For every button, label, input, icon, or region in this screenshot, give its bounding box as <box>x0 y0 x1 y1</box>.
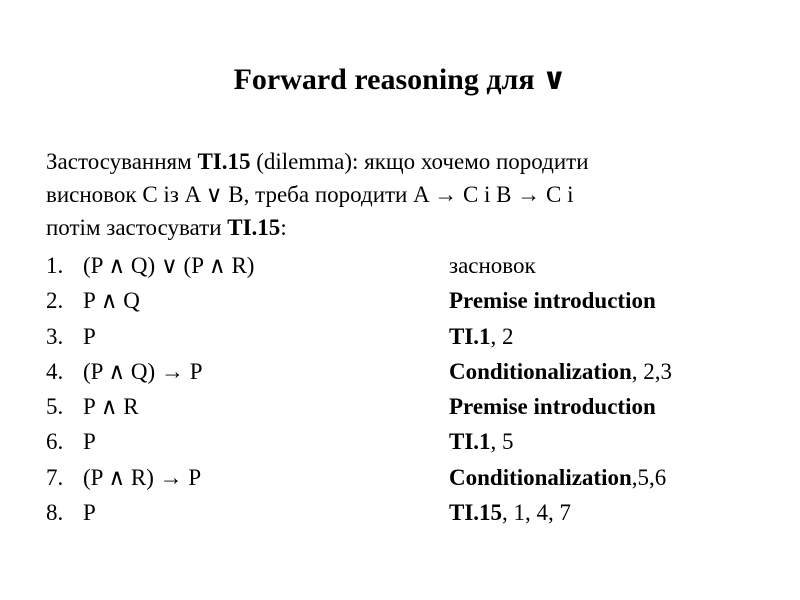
step-2-justification-run-1: Premise introduction <box>449 288 656 314</box>
step-number: 7. <box>46 464 64 490</box>
step-justification <box>449 424 514 459</box>
step-formula: P <box>83 429 96 455</box>
step-justification <box>449 354 672 389</box>
step-8-justification-run-1: TI.15 <box>449 500 503 526</box>
step-number: 2. <box>46 288 64 314</box>
intro-line-3-run-1: потім застосувати <box>46 215 228 240</box>
intro-line-1-run-2: TI.15 <box>197 149 251 174</box>
proof-step <box>46 248 766 283</box>
step-7-justification-run-1: Conditionalization <box>449 464 632 490</box>
proof-step <box>46 319 766 354</box>
step-4-justification-run-2: , 2,3 <box>631 358 673 384</box>
intro-paragraph <box>46 145 766 244</box>
step-justification <box>449 389 656 424</box>
step-number: 4. <box>46 358 64 384</box>
step-formula: P <box>83 500 96 526</box>
intro-line-2-run-1: висновок C із A ∨ B, треба породити A → C і B → C і <box>46 182 574 207</box>
intro-line-1 <box>46 145 766 178</box>
step-5-justification-run-1: Premise introduction <box>449 394 656 420</box>
step-1-justification-run-1: засновок <box>449 253 536 278</box>
step-justification <box>449 283 656 318</box>
step-number: 6. <box>46 429 64 455</box>
step-formula: P ∧ R <box>83 394 139 420</box>
step-number: 8. <box>46 500 64 526</box>
step-justification <box>449 248 536 283</box>
proof-steps <box>46 248 766 530</box>
step-7-justification-run-2: ,5,6 <box>631 464 667 490</box>
step-formula: P <box>83 323 96 349</box>
step-6-justification-run-1: TI.1 <box>449 429 491 455</box>
step-8-justification-run-2: , 1, 4, 7 <box>502 500 572 526</box>
step-3-justification-run-2: , 2 <box>490 323 514 349</box>
step-number: 1. <box>46 253 64 278</box>
proof-step <box>46 354 766 389</box>
proof-step <box>46 495 766 530</box>
step-6-justification-run-2: , 5 <box>490 429 514 455</box>
intro-line-3 <box>46 211 766 244</box>
proof-step <box>46 460 766 495</box>
intro-line-1-run-3: (dilemma): якщо хочемо породити <box>250 149 589 174</box>
step-justification <box>449 460 666 495</box>
step-number: 3. <box>46 323 64 349</box>
step-4-justification-run-1: Conditionalization <box>449 358 632 384</box>
slide-title: Forward reasoning для ∨ <box>233 63 567 96</box>
step-number: 5. <box>46 394 64 420</box>
intro-line-2 <box>46 178 766 211</box>
intro-line-1-run-1: Застосуванням <box>46 149 198 174</box>
step-3-justification-run-1: TI.1 <box>449 323 491 349</box>
proof-step <box>46 283 766 318</box>
step-justification <box>449 319 514 354</box>
step-formula: (P ∧ Q) ∨ (P ∧ R) <box>83 253 255 278</box>
step-formula: P ∧ Q <box>83 288 140 314</box>
intro-line-3-run-2: TI.15 <box>227 215 281 240</box>
proof-step <box>46 424 766 459</box>
intro-line-3-run-3: : <box>280 215 287 240</box>
step-formula: (P ∧ Q) → P <box>83 358 203 384</box>
proof-step <box>46 389 766 424</box>
step-formula: (P ∧ R) → P <box>83 464 202 490</box>
step-justification <box>449 495 571 530</box>
